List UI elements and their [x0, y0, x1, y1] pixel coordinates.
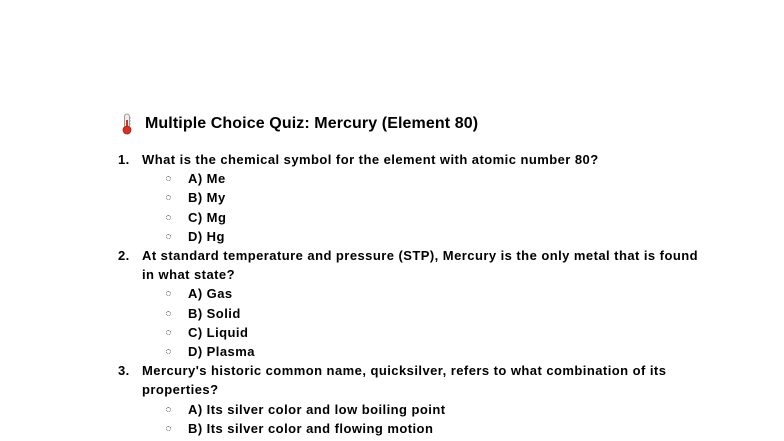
question-text: What is the chemical symbol for the element with atomic number 80?: [142, 152, 599, 167]
bullet-icon: [166, 291, 171, 296]
option-item: [142, 400, 718, 419]
option-list: [142, 284, 718, 361]
option-item: [142, 304, 718, 323]
option-label: C) Mg: [188, 209, 227, 225]
bullet-icon: [166, 176, 171, 181]
option-item: [142, 227, 718, 246]
option-label: C) Liquid: [188, 324, 249, 340]
option-label: B) Solid: [188, 305, 241, 321]
option-item: [142, 208, 718, 227]
option-list: [142, 400, 718, 438]
bullet-icon: [166, 426, 171, 431]
bullet-icon: [166, 195, 171, 200]
option-item: [142, 169, 718, 188]
bullet-icon: [166, 234, 171, 239]
option-item: [142, 284, 718, 303]
option-label: D) Plasma: [188, 344, 255, 360]
bullet-icon: [166, 349, 171, 354]
bullet-icon: [166, 311, 171, 316]
option-item: [142, 342, 718, 361]
option-item: [142, 419, 718, 438]
option-item: [142, 323, 718, 342]
question-number: 3.: [118, 363, 130, 379]
question-list: [118, 150, 718, 438]
bullet-icon: [166, 330, 171, 335]
option-label: A) Gas: [188, 286, 233, 302]
question-number: 1.: [118, 152, 130, 167]
bullet-icon: [166, 407, 171, 412]
option-list: [142, 169, 718, 246]
bullet-icon: [166, 215, 171, 220]
option-label: B) Its silver color and flowing motion: [188, 420, 434, 436]
option-label: D) Hg: [188, 228, 225, 244]
option-item: [142, 188, 718, 207]
question-text: At standard temperature and pressure (STP), Mercury is the only metal that is found in what state?: [142, 248, 699, 283]
question-item: [118, 361, 718, 438]
question-item: [118, 246, 718, 361]
question-text: Mercury's historic common name, quicksilver, refers to what combination of its properties?: [142, 363, 667, 398]
thermometer-icon: [120, 113, 134, 135]
question-item: [118, 150, 718, 246]
option-label: A) Me: [188, 171, 226, 187]
quiz-title: Multiple Choice Quiz: Mercury (Element 80): [145, 115, 479, 132]
question-number: 2.: [118, 248, 130, 264]
option-label: A) Its silver color and low boiling point: [188, 401, 446, 417]
option-label: B) My: [188, 190, 226, 206]
quiz-title-row: [120, 112, 478, 136]
